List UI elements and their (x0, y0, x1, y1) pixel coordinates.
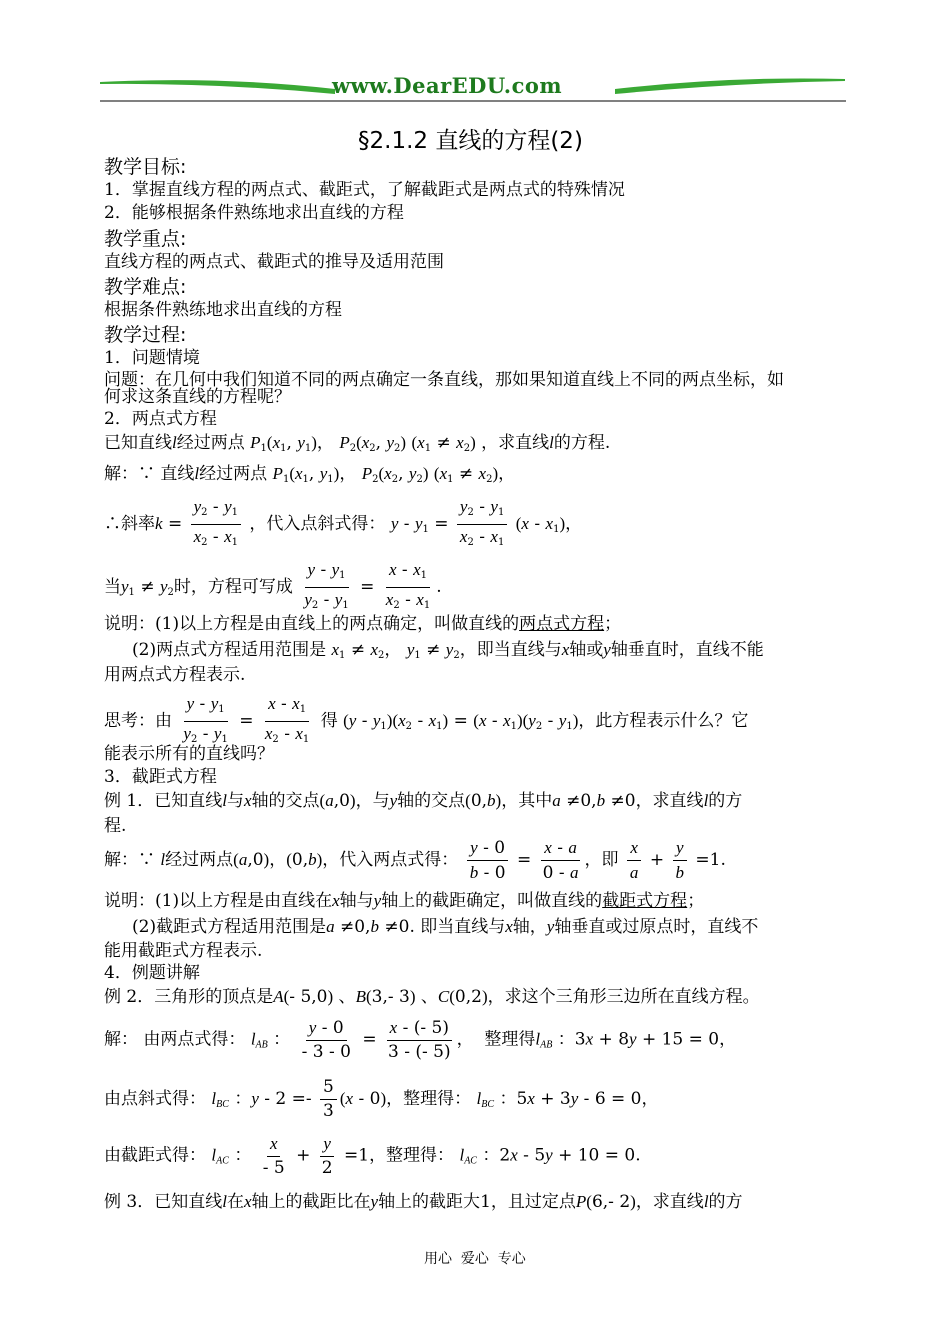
section-4-title: 4．例题讲解 (104, 963, 200, 983)
key-points-text: 直线方程的两点式、截距式的推导及适用范围 (104, 252, 444, 272)
key-points-heading: 教学重点: (104, 228, 187, 250)
goals-item-2: 2．能够根据条件熟练地求出直线的方程 (104, 203, 404, 223)
page-title: §2.1.2 直线的方程(2) (358, 128, 583, 154)
section-2-think-cont: 能表示所有的直线吗？ (104, 744, 274, 764)
page-footer: 用心 爱心 专心 (424, 1251, 526, 1267)
example-2: 例 2．三角形的顶点是A(- 5,0) 、B(3,- 3) 、C(0,2)，求这个三角形三边所在直线方程。 (104, 987, 760, 1007)
section-3-note-2: (2)截距式方程适用范围是a ≠0,b ≠0. 即当直线与x轴，y轴垂直或过原点时，直线不 (132, 917, 759, 937)
example-1-cont: 程. (104, 816, 127, 836)
section-2-think: 思考：由 $\frac{y - y_1}{y_2 - y_1}$ = $\frac{x - x_1}{x_2 - x_1}$ 得 $(y - y_1)(x_2 - x_1) = (x - x_1)(y_2 - y_1)$，此方程表示什么？它 (104, 694, 749, 745)
example-2-line-ab: 解： 由两点式得： $l_{AB}$ ： $\frac{y - 0}{- 3 - 0}$ = $\frac{x - (- 5)}{3 - (- 5)}$ ， 整理得$l_{AB}$ ：3x + 8y + 15 = 0， (104, 1018, 737, 1062)
example-3: 例 3．已知直线l在x轴上的截距比在y轴上的截距大1，且过定点P(6,- 2)，求直线l的方 (104, 1192, 743, 1212)
section-2-note-1: 说明：(1)以上方程是由直线上的两点确定，叫做直线的两点式方程； (104, 614, 622, 634)
difficulty-text: 根据条件熟练地求出直线的方程 (104, 300, 342, 320)
section-2-title: 2．两点式方程 (104, 409, 217, 429)
section-2-two-point-form: 当$y_1 \ne y_2$时，方程可写成 $\frac{y - y_1}{y_2 - y_1}$ = $\frac{x - x_1}{x_2 - x_1}$ . (104, 560, 442, 611)
goals-item-1: 1．掌握直线方程的两点式、截距式，了解截距式是两点式的特殊情况 (104, 180, 625, 200)
example-1: 例 1．已知直线l与x轴的交点(a,0)，与y轴的交点(0,b)，其中a ≠0,b ≠0，求直线l的方 (104, 791, 743, 811)
section-2-given: 已知直线l经过两点 $P_1(x_1$, $y_1$)， $P_2(x_2$, $y_2$) $(x_1 \ne x_2)$ ，求直线l的方程. (104, 433, 611, 454)
goals-heading: 教学目标: (104, 156, 187, 178)
section-3-note-2-cont: 能用截距式方程表示. (104, 941, 263, 961)
example-1-solution: 解：∵ l经过两点(a,0)，(0,b)，代入两点式得： $\frac{y - 0}{b - 0}$ = $\frac{x - a}{0 - a}$ ，即 $\frac{x}{a}$ + $\frac{y}{b}$ =1. (104, 838, 726, 883)
section-2-note-2-cont: 用两点式方程表示. (104, 665, 246, 685)
example-2-line-bc: 由点斜式得： $l_{BC}$ ：y - 2 =- $\frac{5}{3}$ (x - 0)，整理得： $l_{BC}$ ：5x + 3y - 6 = 0， (104, 1077, 659, 1121)
section-1-question-line-2: 何求这条直线的方程呢？ (104, 387, 291, 407)
section-2-solution: 解：∵ 直线l经过两点 $P_1(x_1$, $y_1$)， $P_2(x_2$, $y_2$) $(x_1 \ne x_2)$， (104, 464, 516, 485)
section-3-title: 3．截距式方程 (104, 767, 217, 787)
logo-text: www.DearEDU.com (332, 73, 563, 98)
section-3-note-1: 说明：(1)以上方程是由直线在x轴与y轴上的截距确定，叫做直线的截距式方程； (104, 891, 705, 911)
difficulty-heading: 教学难点: (104, 276, 187, 298)
example-2-line-ac: 由截距式得： $l_{AC}$ ： $\frac{x}{- 5}$ + $\frac{y}{2}$ =1，整理得： $l_{AC}$ ：2x - 5y + 10 = 0. (104, 1134, 641, 1178)
section-1-question-line-1: 问题：在几何中我们知道不同的两点确定一条直线，那如果知道直线上不同的两点坐标，如 (104, 370, 784, 390)
process-heading: 教学过程: (104, 324, 187, 346)
section-1-title: 1．问题情境 (104, 348, 200, 368)
header-logo (100, 70, 850, 104)
section-2-note-2: (2)两点式方程适用范围是 $x_1 \ne x_2$， $y_1 \ne y_2$，即当直线与x轴或y轴垂直时，直线不能 (132, 640, 764, 661)
section-2-slope: ∴斜率k = $\frac{y_2 - y_1}{x_2 - x_1}$ ，代入点斜式得： y - $y_1$ = $\frac{y_2 - y_1}{x_2 - x_1}$ $(x - x_1)$， (104, 497, 583, 548)
